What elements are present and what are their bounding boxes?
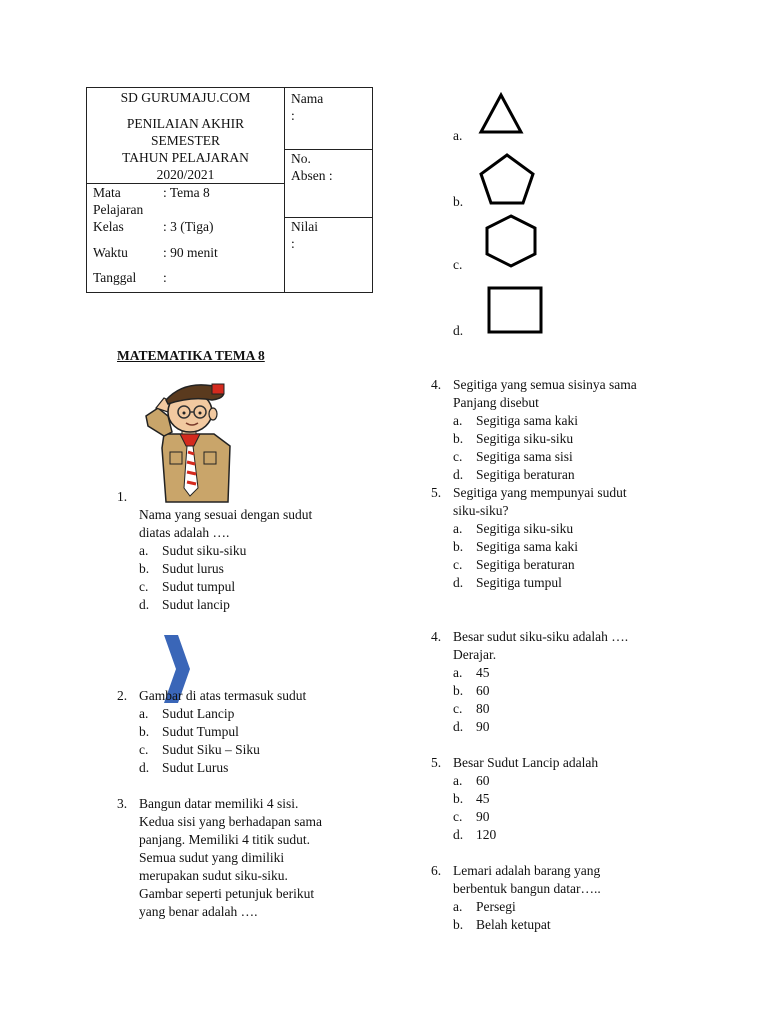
option-text: Sudut Tumpul — [162, 724, 239, 739]
option-text: Sudut siku-siku — [162, 543, 247, 558]
hexagon-icon[interactable] — [484, 213, 538, 269]
exam-title-line: SEMESTER — [150, 133, 220, 148]
option-letter: c. — [453, 809, 463, 824]
option-letter: c. — [139, 742, 149, 757]
option-letter: b. — [453, 917, 464, 932]
answer-option[interactable] — [117, 705, 306, 723]
answer-option[interactable] — [431, 520, 627, 538]
answer-option[interactable] — [431, 790, 598, 808]
option-text: Segitiga beraturan — [476, 557, 575, 572]
answer-option[interactable] — [117, 578, 312, 596]
question-text: Semua sudut yang dimiliki — [139, 850, 285, 865]
option-letter: a. — [139, 543, 149, 558]
answer-option[interactable] — [431, 682, 628, 700]
question-number: 1. — [117, 489, 128, 504]
field-value-class: : 3 (Tiga) — [163, 219, 214, 234]
option-letter: b. — [453, 683, 464, 698]
option-text: 120 — [476, 827, 497, 842]
option-text: Sudut tumpul — [162, 579, 236, 594]
question-number: 2. — [117, 688, 128, 703]
field-label-date: Tanggal — [93, 270, 137, 285]
option-text: Segitiga beraturan — [476, 467, 575, 482]
answer-option[interactable] — [431, 556, 627, 574]
answer-option[interactable] — [431, 466, 637, 484]
absen-label: Absen : — [291, 168, 333, 183]
option-letter: b. — [453, 539, 464, 554]
score-colon: : — [291, 236, 295, 251]
option-letter: c. — [453, 557, 463, 572]
school-name: SD GURUMAJU.COM — [120, 90, 251, 105]
shape-option-letter[interactable]: d. — [453, 323, 464, 338]
answer-option[interactable] — [117, 723, 306, 741]
score-label: Nilai — [291, 219, 318, 234]
option-letter: d. — [139, 760, 150, 775]
option-letter: a. — [453, 899, 463, 914]
answer-option[interactable] — [431, 700, 628, 718]
question-8 — [431, 862, 601, 934]
question-text: panjang. Memiliki 4 titik sudut. — [139, 832, 310, 847]
option-letter: a. — [139, 706, 149, 721]
question-5 — [431, 484, 627, 592]
option-letter: d. — [453, 719, 464, 734]
option-letter: b. — [139, 724, 150, 739]
question-text: Derajar. — [453, 647, 497, 662]
answer-option[interactable] — [117, 596, 312, 614]
answer-option[interactable] — [117, 542, 312, 560]
option-text: 60 — [476, 773, 490, 788]
answer-option[interactable] — [431, 826, 598, 844]
question-4 — [431, 376, 637, 484]
option-text: Segitiga sama sisi — [476, 449, 573, 464]
answer-option[interactable] — [431, 412, 637, 430]
option-text: Sudut Siku – Siku — [162, 742, 260, 757]
option-text: Sudut lurus — [162, 561, 224, 576]
option-letter: d. — [139, 597, 150, 612]
question-text: merupakan sudut siku-siku. — [139, 868, 288, 883]
option-letter: b. — [139, 561, 150, 576]
question-text: Lemari adalah barang yang — [453, 863, 601, 878]
field-value-subject: : Tema 8 — [163, 185, 210, 200]
option-letter: b. — [453, 431, 464, 446]
option-letter: b. — [453, 791, 464, 806]
question-number: 6. — [431, 863, 442, 878]
option-text: Sudut Lancip — [162, 706, 235, 721]
question-text: Gambar di atas termasuk sudut — [139, 688, 307, 703]
exam-title-line: PENILAIAN AKHIR — [126, 116, 245, 131]
field-label-time: Waktu — [93, 245, 128, 260]
option-text: 60 — [476, 683, 490, 698]
triangle-icon[interactable] — [478, 92, 524, 134]
option-letter: c. — [453, 449, 463, 464]
option-text: 45 — [476, 791, 490, 806]
option-text: 90 — [476, 809, 490, 824]
answer-option[interactable] — [431, 448, 637, 466]
field-value-date: : — [163, 270, 167, 285]
answer-option[interactable] — [117, 741, 306, 759]
answer-option[interactable] — [431, 430, 637, 448]
answer-option[interactable] — [431, 916, 601, 934]
option-letter: d. — [453, 575, 464, 590]
option-text: Belah ketupat — [476, 917, 551, 932]
option-letter: a. — [453, 773, 463, 788]
field-label-subject: Pelajaran — [93, 202, 144, 217]
question-text: Kedua sisi yang berhadapan sama — [139, 814, 322, 829]
question-text: Nama yang sesuai dengan sudut — [139, 507, 313, 522]
question-text: diatas adalah …. — [139, 525, 230, 540]
option-text: Segitiga siku-siku — [476, 521, 574, 536]
question-number: 4. — [431, 629, 442, 644]
exam-title-line: TAHUN PELAJARAN — [122, 150, 249, 165]
option-letter: a. — [453, 413, 463, 428]
answer-option[interactable] — [431, 772, 598, 790]
option-text: Segitiga sama kaki — [476, 539, 578, 554]
option-text: Persegi — [476, 899, 516, 914]
option-letter: a. — [453, 665, 463, 680]
field-label-subject: Mata — [93, 185, 121, 200]
option-text: 45 — [476, 665, 490, 680]
answer-option[interactable] — [431, 808, 598, 826]
page-title: MATEMATIKA TEMA 8 — [117, 348, 265, 363]
question-text: Segitiga yang semua sisinya sama — [453, 377, 637, 392]
question-7 — [431, 754, 598, 844]
question-number: 3. — [117, 796, 128, 811]
question-number: 5. — [431, 485, 442, 500]
option-text: 80 — [476, 701, 490, 716]
answer-option[interactable] — [117, 759, 306, 777]
question-text: Besar Sudut Lancip adalah — [453, 755, 599, 770]
option-text: Segitiga sama kaki — [476, 413, 578, 428]
option-text: 90 — [476, 719, 490, 734]
field-value-time: : 90 menit — [163, 245, 218, 260]
answer-option[interactable] — [431, 574, 627, 592]
question-text: Gambar seperti petunjuk berikut — [139, 886, 315, 901]
question-text: yang benar adalah …. — [139, 904, 258, 919]
question-3 — [117, 795, 322, 921]
question-text: Besar sudut siku-siku adalah …. — [453, 629, 629, 644]
option-letter: c. — [453, 701, 463, 716]
name-label: Nama — [291, 91, 324, 106]
saluting-scout-icon — [142, 376, 238, 504]
option-text: Sudut Lurus — [162, 760, 229, 775]
option-letter: d. — [453, 827, 464, 842]
table-divider — [284, 88, 285, 292]
option-letter: c. — [139, 579, 149, 594]
question-text: Bangun datar memiliki 4 sisi. — [139, 796, 299, 811]
header-table — [86, 87, 373, 293]
question-1 — [117, 488, 312, 614]
question-text: Segitiga yang mempunyai sudut — [453, 485, 627, 500]
option-text: Sudut lancip — [162, 597, 230, 612]
option-letter: a. — [453, 521, 463, 536]
name-colon: : — [291, 108, 295, 123]
square-icon[interactable] — [487, 286, 543, 334]
question-number: 4. — [431, 377, 442, 392]
option-text: Segitiga siku-siku — [476, 431, 574, 446]
answer-option[interactable] — [431, 538, 627, 556]
pentagon-icon[interactable] — [478, 152, 536, 206]
answer-option[interactable] — [431, 718, 628, 736]
option-letter: d. — [453, 467, 464, 482]
question-text: siku-siku? — [453, 503, 509, 518]
shape-option-letter[interactable]: b. — [453, 194, 464, 209]
question-number: 5. — [431, 755, 442, 770]
shape-option-letter[interactable]: c. — [453, 257, 463, 272]
option-text: Segitiga tumpul — [476, 575, 562, 590]
question-2 — [117, 687, 306, 777]
answer-option[interactable] — [117, 560, 312, 578]
field-label-class: Kelas — [93, 219, 124, 234]
absen-label: No. — [291, 151, 311, 166]
answer-option[interactable] — [431, 898, 601, 916]
question-text: berbentuk bangun datar….. — [453, 881, 601, 896]
question-text: Panjang disebut — [453, 395, 539, 410]
answer-option[interactable] — [431, 664, 628, 682]
exam-title-line: 2020/2021 — [156, 167, 215, 182]
shape-option-letter[interactable]: a. — [453, 128, 463, 143]
question-6 — [431, 628, 628, 736]
